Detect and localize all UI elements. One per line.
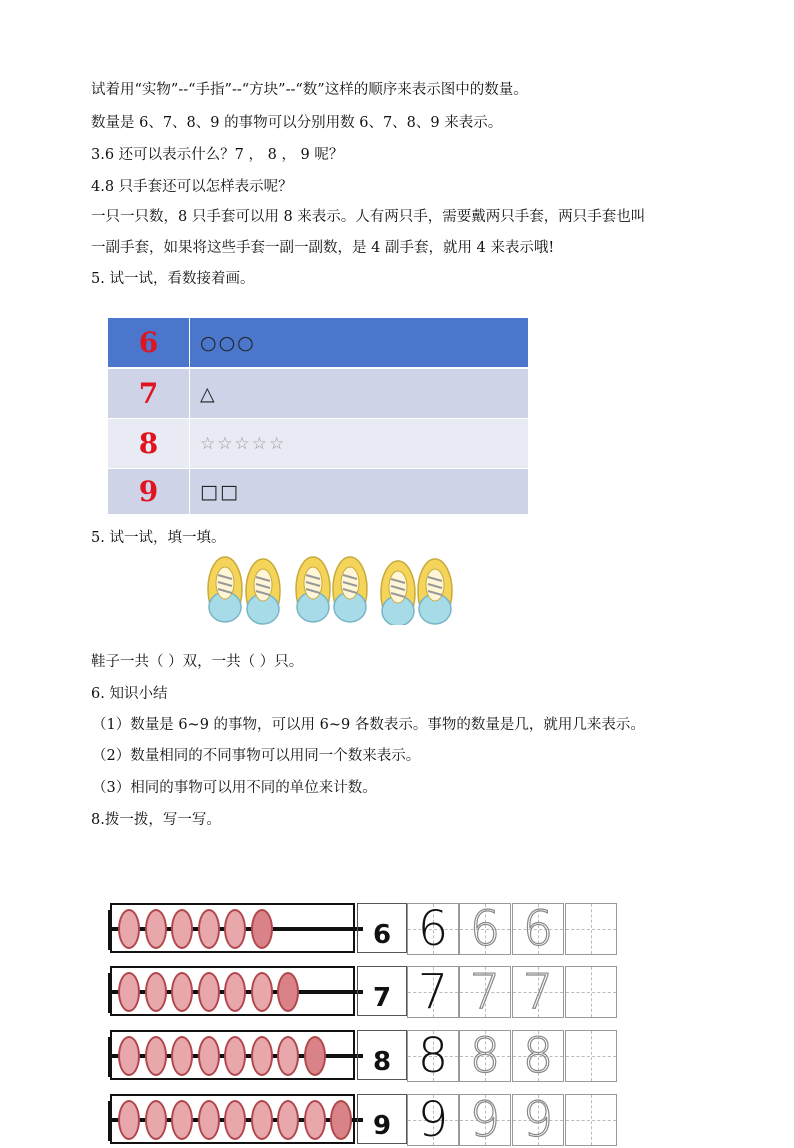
summary-item-1: （1）数量是 6~9 的事物，可以用 6~9 各数表示。事物的数量是几，就用几来表示。 bbox=[92, 717, 645, 733]
writing-grid-cell[interactable] bbox=[407, 1030, 459, 1082]
table-row bbox=[108, 419, 528, 468]
shoes-question: 鞋子一共（ ）双，一共（ ）只。 bbox=[91, 654, 304, 670]
trace-digit: 6 bbox=[522, 901, 554, 957]
writing-grid-cell[interactable] bbox=[459, 1030, 511, 1082]
abacus bbox=[110, 903, 355, 953]
abacus bbox=[110, 1094, 355, 1144]
model-digit: 9 bbox=[417, 1092, 449, 1148]
writing-grid-cell[interactable] bbox=[565, 903, 617, 955]
abacus-bead[interactable] bbox=[171, 1036, 193, 1076]
trace-digit: 9 bbox=[522, 1092, 554, 1148]
instruction-line: 试着用“实物”--“手指”--“方块”--“数”这样的顺序来表示图中的数量。 bbox=[91, 82, 528, 98]
abacus-bead[interactable] bbox=[304, 1100, 326, 1140]
abacus-bead[interactable] bbox=[145, 1100, 167, 1140]
abacus-bead[interactable] bbox=[277, 972, 299, 1012]
writing-grid-cell[interactable] bbox=[565, 1030, 617, 1082]
abacus-bead[interactable] bbox=[118, 909, 140, 949]
abacus-bead[interactable] bbox=[277, 1036, 299, 1076]
writing-grid-cell[interactable] bbox=[459, 966, 511, 1018]
answer-4-line1: 一只一只数，8 只手套可以用 8 来表示。人有两只手，需要戴两只手套，两只手套也叫 bbox=[91, 209, 646, 225]
table-row bbox=[108, 369, 528, 418]
abacus-bead[interactable] bbox=[171, 909, 193, 949]
table-row bbox=[108, 469, 528, 514]
writing-grid-cell[interactable] bbox=[407, 1094, 459, 1146]
row-shapes: ○○○ bbox=[200, 331, 256, 354]
row-shapes: □□ bbox=[200, 480, 240, 503]
writing-grid-cell[interactable] bbox=[565, 966, 617, 1018]
abacus-bead[interactable] bbox=[251, 1036, 273, 1076]
writing-grid-cell[interactable] bbox=[565, 1094, 617, 1146]
row-number: 7 bbox=[108, 369, 190, 418]
abacus-bead[interactable] bbox=[224, 1100, 246, 1140]
trace-digit: 7 bbox=[522, 964, 554, 1020]
table-row bbox=[108, 318, 528, 367]
abacus-post bbox=[108, 910, 112, 950]
abacus-number: 8 bbox=[357, 1030, 407, 1080]
abacus-bead[interactable] bbox=[198, 1100, 220, 1140]
abacus-bead[interactable] bbox=[251, 1100, 273, 1140]
row-number: 9 bbox=[108, 469, 190, 514]
abacus-post bbox=[108, 973, 112, 1013]
abacus-bead[interactable] bbox=[198, 1036, 220, 1076]
row-shapes: ☆☆☆☆☆ bbox=[200, 433, 287, 454]
abacus-bead[interactable] bbox=[304, 1036, 326, 1076]
model-digit: 6 bbox=[417, 901, 449, 957]
writing-grid-cell[interactable] bbox=[512, 903, 564, 955]
trace-digit: 6 bbox=[469, 901, 501, 957]
section-8-title: 8.拨一拨，写一写。 bbox=[91, 812, 221, 828]
abacus-number: 6 bbox=[357, 903, 407, 953]
abacus-bead[interactable] bbox=[224, 1036, 246, 1076]
abacus-bead[interactable] bbox=[145, 1036, 167, 1076]
writing-grid-cell[interactable] bbox=[512, 966, 564, 1018]
writing-grid-cell[interactable] bbox=[512, 1094, 564, 1146]
abacus-number: 7 bbox=[357, 966, 407, 1016]
abacus bbox=[110, 1030, 355, 1080]
writing-grid-cell[interactable] bbox=[512, 1030, 564, 1082]
shoes-illustration bbox=[205, 553, 460, 625]
answer-4-line2: 一副手套，如果将这些手套一副一副数，是 4 副手套，就用 4 来表示哦! bbox=[91, 240, 555, 256]
abacus-bead[interactable] bbox=[198, 972, 220, 1012]
abacus-bead[interactable] bbox=[118, 1036, 140, 1076]
abacus-post bbox=[108, 1101, 112, 1141]
abacus-bead[interactable] bbox=[198, 909, 220, 949]
abacus-bead[interactable] bbox=[251, 909, 273, 949]
abacus-bead[interactable] bbox=[118, 1100, 140, 1140]
summary-item-3: （3）相同的事物可以用不同的单位来计数。 bbox=[92, 780, 377, 796]
abacus-bead[interactable] bbox=[171, 972, 193, 1012]
summary-item-2: （2）数量相同的不同事物可以用同一个数来表示。 bbox=[92, 748, 421, 764]
question-3: 3.6 还可以表示什么？7 ， 8 ， 9 呢？ bbox=[91, 147, 344, 163]
abacus-bead[interactable] bbox=[145, 909, 167, 949]
abacus-bead[interactable] bbox=[251, 972, 273, 1012]
writing-grid-cell[interactable] bbox=[407, 903, 459, 955]
row-number: 8 bbox=[108, 419, 190, 468]
row-shapes: △ bbox=[200, 382, 217, 405]
trace-digit: 9 bbox=[469, 1092, 501, 1148]
abacus-bead[interactable] bbox=[277, 1100, 299, 1140]
abacus bbox=[110, 966, 355, 1016]
abacus-bead[interactable] bbox=[224, 972, 246, 1012]
model-digit: 7 bbox=[417, 964, 449, 1020]
row-number: 6 bbox=[108, 318, 190, 367]
abacus-number: 9 bbox=[357, 1094, 407, 1144]
summary-title: 6. 知识小结 bbox=[91, 686, 168, 702]
abacus-bead[interactable] bbox=[145, 972, 167, 1012]
writing-grid-cell[interactable] bbox=[459, 903, 511, 955]
abacus-post bbox=[108, 1037, 112, 1077]
abacus-bead[interactable] bbox=[118, 972, 140, 1012]
explanation-line: 数量是 6、7、8、9 的事物可以分别用数 6、7、8、9 来表示。 bbox=[91, 115, 503, 131]
trace-digit: 8 bbox=[469, 1028, 501, 1084]
abacus-bead[interactable] bbox=[224, 909, 246, 949]
trace-digit: 7 bbox=[469, 964, 501, 1020]
abacus-bead[interactable] bbox=[330, 1100, 352, 1140]
writing-grid-cell[interactable] bbox=[459, 1094, 511, 1146]
question-4: 4.8 只手套还可以怎样表示呢？ bbox=[91, 179, 293, 195]
section-5b-title: 5. 试一试，填一填。 bbox=[91, 530, 226, 546]
section-5-title: 5. 试一试，看数接着画。 bbox=[91, 271, 255, 287]
abacus-bead[interactable] bbox=[171, 1100, 193, 1140]
writing-grid-cell[interactable] bbox=[407, 966, 459, 1018]
model-digit: 8 bbox=[417, 1028, 449, 1084]
trace-digit: 8 bbox=[522, 1028, 554, 1084]
